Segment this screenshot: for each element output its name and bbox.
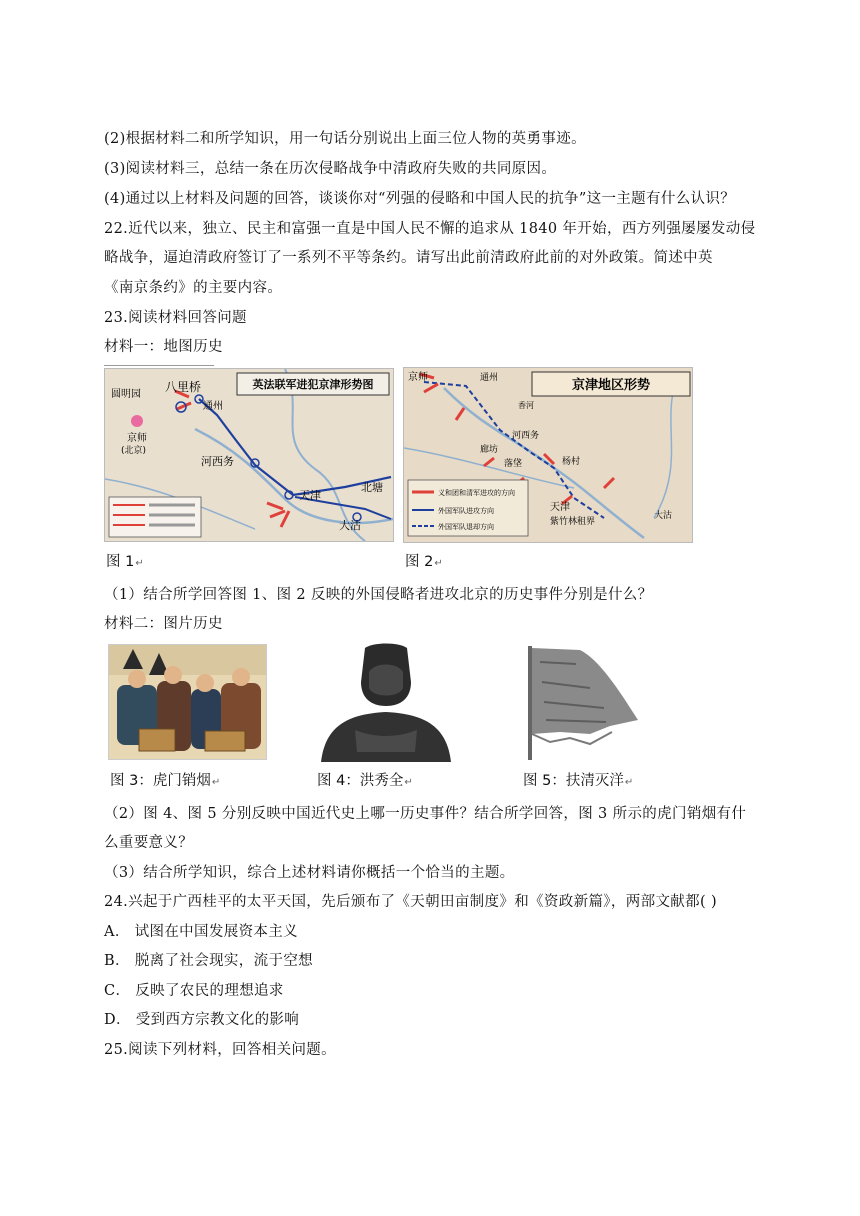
map-1-title: 英法联军进犯京津形势图 — [252, 378, 374, 391]
divider — [104, 365, 214, 366]
question-22-line-3: 《南京条约》的主要内容。 — [104, 280, 283, 296]
boxer-flag — [520, 642, 644, 760]
svg-text:京师: 京师 — [127, 433, 147, 444]
question-23-2-line-1: （2）图 4、图 5 分别反映中国近代史上哪一历史事件？结合所学回答，图 3 所示的虎门销烟有什 — [104, 806, 747, 822]
opium-burning-picture — [109, 645, 266, 759]
figure-4-caption: 图 4：洪秀全↵ — [317, 773, 413, 789]
material-2-label: 材料二：图片历史 — [104, 616, 223, 632]
question-2-line: (2)根据材料二和所学知识，用一句话分别说出上面三位人物的英勇事迹。 — [104, 131, 586, 147]
question-23-heading: 23.阅读材料回答问题 — [104, 310, 247, 326]
svg-text:京师: 京师 — [408, 372, 428, 383]
figure-2-caption: 图 2↵ — [405, 554, 443, 570]
option-c: C． 反映了农民的理想追求 — [104, 983, 284, 999]
figure-5-caption: 图 5：扶清灭洋↵ — [523, 773, 634, 789]
figure-4-bust — [315, 642, 457, 762]
figure-1-map — [104, 368, 394, 542]
option-b: B． 脱离了社会现实，流于空想 — [104, 953, 314, 969]
svg-text:廊坊: 廊坊 — [480, 445, 499, 455]
svg-text:河西务: 河西务 — [201, 455, 234, 468]
question-25-stem: 25.阅读下列材料，回答相关问题。 — [104, 1042, 337, 1058]
svg-text:通州: 通州 — [203, 401, 223, 412]
svg-text:河西务: 河西务 — [512, 431, 540, 441]
svg-text:义和团和清军进攻的方向: 义和团和清军进攻的方向 — [438, 489, 515, 497]
figure-2-map — [403, 367, 693, 543]
question-23-2-line-2: 么重要意义？ — [104, 835, 194, 851]
svg-text:八里桥: 八里桥 — [165, 380, 202, 394]
svg-text:大沽: 大沽 — [339, 519, 361, 532]
question-3-line: (3)阅读材料三，总结一条在历次侵略战争中清政府失败的共同原因。 — [104, 161, 557, 177]
figure-1-caption: 图 1↵ — [106, 554, 144, 570]
svg-text:紫竹林租界: 紫竹林租界 — [550, 517, 596, 527]
svg-text:杨村: 杨村 — [562, 457, 581, 467]
question-22-line-2: 略战争，逼迫清政府签订了一系列不平等条约。请写出此前清政府此前的对外政策。简述中英 — [104, 250, 713, 266]
option-d: D． 受到西方宗教文化的影响 — [104, 1012, 300, 1028]
question-4-line: (4)通过以上材料及问题的回答，谈谈你对“列强的侵略和中国人民的抗争”这一主题有什么认识？ — [104, 191, 736, 207]
map-2-drawing — [404, 368, 692, 542]
figure-5-flag — [520, 642, 644, 760]
svg-text:天津: 天津 — [550, 502, 570, 513]
svg-text:外国军队退却方向: 外国军队退却方向 — [438, 523, 494, 531]
hong-xiuquan-bust — [315, 642, 457, 762]
svg-text:通州: 通州 — [480, 373, 499, 383]
svg-text:大沽: 大沽 — [654, 511, 673, 521]
svg-text:外国军队进攻方向: 外国军队进攻方向 — [438, 507, 494, 515]
question-23-1: （1）结合所学回答图 1、图 2 反映的外国侵略者进攻北京的历史事件分别是什么？ — [104, 587, 653, 603]
figure-3-caption: 图 3：虎门销烟↵ — [110, 773, 221, 789]
svg-text:天津: 天津 — [299, 489, 321, 502]
svg-text:(北京): (北京) — [121, 446, 147, 456]
question-23-3: （3）结合所学知识，综合上述材料请你概括一个恰当的主题。 — [104, 865, 515, 881]
option-a: A． 试图在中国发展资本主义 — [104, 924, 298, 940]
map-1-drawing — [105, 369, 393, 541]
map-2-title: 京津地区形势 — [571, 378, 651, 393]
material-1-label: 材料一：地图历史 — [104, 339, 223, 355]
question-22-line-1: 22.近代以来，独立、民主和富强一直是中国人民不懈的追求从 1840 年开始，西方列强屡屡发动侵 — [104, 221, 756, 237]
question-24-stem: 24.兴起于广西桂平的太平天国，先后颁布了《天朝田亩制度》和《资政新篇》，两部文献都( ) — [104, 894, 717, 910]
svg-text:落垡: 落垡 — [504, 459, 523, 469]
svg-text:北塘: 北塘 — [361, 481, 383, 494]
figure-3-painting — [108, 644, 267, 760]
svg-text:圆明园: 圆明园 — [111, 389, 141, 400]
svg-text:香河: 香河 — [518, 401, 534, 410]
